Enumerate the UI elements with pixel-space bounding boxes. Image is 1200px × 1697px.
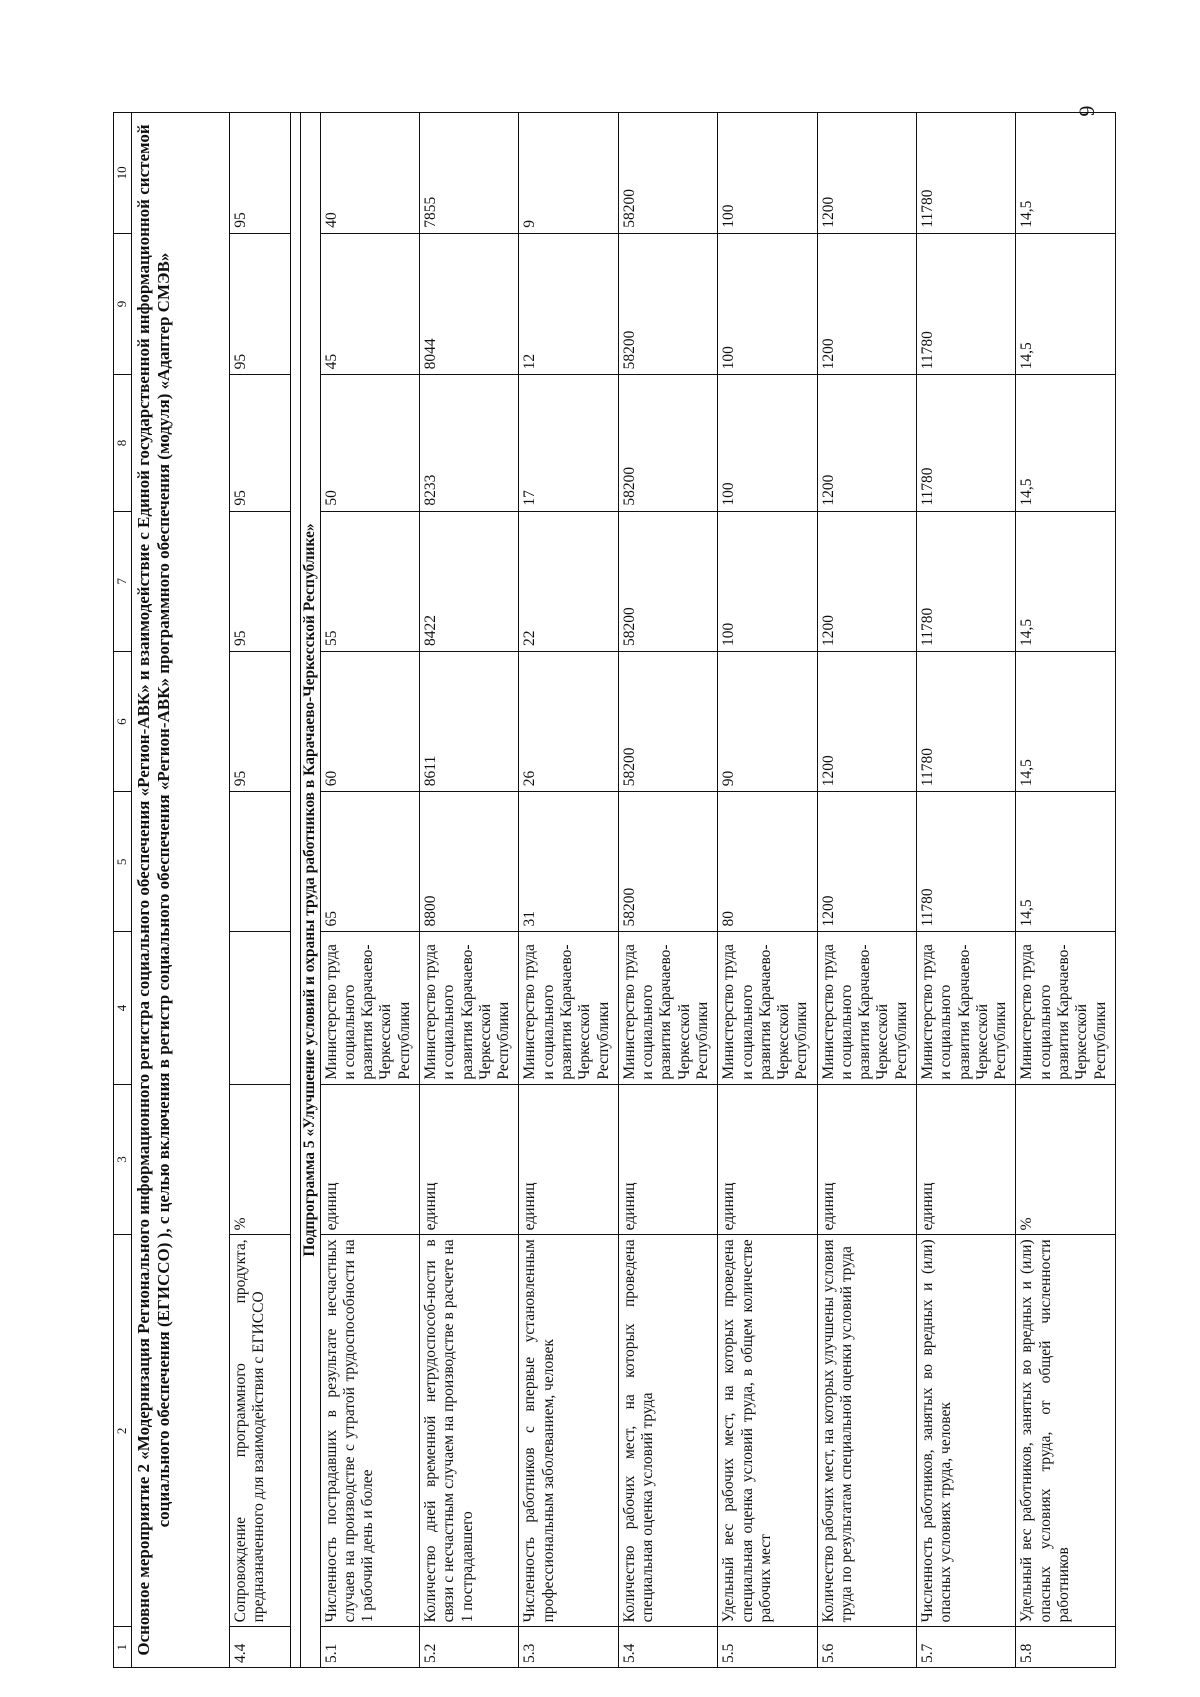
row-number: 5.8: [1016, 1627, 1116, 1668]
value-cell: 8044: [419, 233, 518, 375]
unit-cell: %: [1016, 1084, 1116, 1235]
value-cell: 14,5: [1016, 375, 1116, 511]
value-cell: 80: [718, 792, 817, 932]
value-cell: 7855: [419, 113, 518, 234]
subprogram-title: Подпрограмма 5 «Улучшение условий и охраны труда работников в Карачаево-Черкесской Республике»: [300, 113, 320, 1668]
value-cell: 9: [519, 113, 618, 234]
responsible-cell: Министерство труда и социального развития Карачаево-Черкесской Республики: [618, 932, 717, 1084]
table-row: [229, 113, 291, 1668]
column-number: 9: [114, 233, 132, 375]
table-row: [1016, 113, 1116, 1668]
value-cell: 100: [718, 113, 817, 234]
value-cell: 8800: [419, 792, 518, 932]
row-number: 5.5: [718, 1627, 817, 1668]
column-number: 5: [114, 792, 132, 932]
unit-cell: единиц: [419, 1084, 518, 1235]
indicator-description: Количество дней временной нетрудоспособ-ности в связи с несчастным случаем на производстве в расчете на 1 пострадавшего: [419, 1235, 518, 1627]
table-row: [519, 113, 618, 1668]
indicator-description: Численность работников с впервые установленным профессиональным заболеванием, человек: [519, 1235, 618, 1627]
row-number: 5.6: [817, 1627, 916, 1668]
table-row: [917, 113, 1016, 1668]
row-number: 4.4: [229, 1627, 291, 1668]
value-cell: 14,5: [1016, 651, 1116, 791]
column-number: 7: [114, 511, 132, 651]
value-cell: 45: [320, 233, 419, 375]
column-number: 2: [114, 1235, 132, 1627]
value-cell: 65: [320, 792, 419, 932]
value-cell: 95: [229, 233, 291, 375]
value-cell: 8233: [419, 375, 518, 511]
value-cell: 95: [229, 651, 291, 791]
row-number: 5.1: [320, 1627, 419, 1668]
value-cell: 31: [519, 792, 618, 932]
indicator-description: Количество рабочих мест, на которых улучшены условия труда по результатам специальной оценки условий труда: [817, 1235, 916, 1627]
row-number: 5.3: [519, 1627, 618, 1668]
value-cell: 58200: [618, 375, 717, 511]
value-cell: 50: [320, 375, 419, 511]
column-number: 10: [114, 113, 132, 234]
table-row: [618, 113, 717, 1668]
indicator-description: Удельный вес рабочих мест, на которых проведена специальная оценка условий труда, в общем количестве рабочих мест: [718, 1235, 817, 1627]
value-cell: 14,5: [1016, 511, 1116, 651]
value-cell: 11780: [917, 792, 1016, 932]
value-cell: 1200: [817, 511, 916, 651]
indicators-table: [113, 112, 1116, 1668]
indicator-description: Удельный вес работников, занятых во вредных и (или) опасных условиях труда, от общей численности работников: [1016, 1235, 1116, 1627]
value-cell: 12: [519, 233, 618, 375]
column-number: 4: [114, 932, 132, 1084]
value-cell: 8422: [419, 511, 518, 651]
table-row: [718, 113, 817, 1668]
indicator-description: Количество рабочих мест, на которых проведена специальная оценка условий труда: [618, 1235, 717, 1627]
indicator-description: Численность пострадавших в результате несчастных случаев на производстве с утратой трудоспособности на 1 рабочий день и более: [320, 1235, 419, 1627]
table-row: [817, 113, 916, 1668]
value-cell: 58200: [618, 792, 717, 932]
row-number: 5.7: [917, 1627, 1016, 1668]
value-cell: 58200: [618, 233, 717, 375]
indicator-description: Численность работников, занятых во вредных и (или) опасных условиях труда, человек: [917, 1235, 1016, 1627]
unit-cell: единиц: [519, 1084, 618, 1235]
responsible-cell: Министерство труда и социального развития Карачаево-Черкесской Республики: [718, 932, 817, 1084]
activity-title: Основное мероприятие 2 «Модернизация Регионального информационного регистра социального обеспечения «Регион-АВК» и взаимодействие с Единой государственной информационной системой социального обеспечения (ЕГИССО) ), с целью включения в регистр социального обеспечения «Регион-АВК» программного обеспечения (модуля) «Адаптер СМЭВ»: [131, 113, 229, 1668]
value-cell: 11780: [917, 113, 1016, 234]
value-cell: 58200: [618, 113, 717, 234]
responsible-cell: Министерство труда и социального развития Карачаево-Черкесской Республики: [320, 932, 419, 1084]
indicator-description: Сопровождение программного продукта, предназначенного для взаимодействия с ЕГИССО: [229, 1235, 291, 1627]
value-cell: [229, 792, 291, 932]
subprogram-row: [300, 113, 320, 1668]
responsible-cell: [229, 932, 291, 1084]
value-cell: 14,5: [1016, 792, 1116, 932]
responsible-cell: Министерство труда и социального развития Карачаево-Черкесской Республики: [1016, 932, 1116, 1084]
value-cell: 8611: [419, 651, 518, 791]
column-number: 1: [114, 1627, 132, 1668]
value-cell: 26: [519, 651, 618, 791]
table-row: [419, 113, 518, 1668]
value-cell: 58200: [618, 511, 717, 651]
responsible-cell: Министерство труда и социального развития Карачаево-Черкесской Республики: [519, 932, 618, 1084]
value-cell: 1200: [817, 792, 916, 932]
column-number: 8: [114, 375, 132, 511]
unit-cell: единиц: [320, 1084, 419, 1235]
value-cell: 11780: [917, 375, 1016, 511]
spacer-row: [291, 113, 300, 1668]
value-cell: 14,5: [1016, 113, 1116, 234]
value-cell: 58200: [618, 651, 717, 791]
unit-cell: единиц: [718, 1084, 817, 1235]
value-cell: 60: [320, 651, 419, 791]
value-cell: 95: [229, 113, 291, 234]
value-cell: 95: [229, 375, 291, 511]
value-cell: 40: [320, 113, 419, 234]
row-number: 5.4: [618, 1627, 717, 1668]
row-number: 5.2: [419, 1627, 518, 1668]
value-cell: 22: [519, 511, 618, 651]
value-cell: 55: [320, 511, 419, 651]
value-cell: 95: [229, 511, 291, 651]
value-cell: 100: [718, 511, 817, 651]
value-cell: 90: [718, 651, 817, 791]
unit-cell: %: [229, 1084, 291, 1235]
value-cell: 1200: [817, 651, 916, 791]
table-body: [114, 113, 1116, 1668]
unit-cell: единиц: [917, 1084, 1016, 1235]
value-cell: 1200: [817, 375, 916, 511]
column-numbers-row: [114, 113, 132, 1668]
responsible-cell: Министерство труда и социального развития Карачаево-Черкесской Республики: [817, 932, 916, 1084]
page-number: 6: [1074, 105, 1100, 117]
value-cell: 1200: [817, 113, 916, 234]
value-cell: 1200: [817, 233, 916, 375]
value-cell: 100: [718, 375, 817, 511]
value-cell: 17: [519, 375, 618, 511]
responsible-cell: Министерство труда и социального развития Карачаево-Черкесской Республики: [419, 932, 518, 1084]
table-row: [320, 113, 419, 1668]
unit-cell: единиц: [618, 1084, 717, 1235]
rotated-table-container: [113, 112, 1116, 1668]
column-number: 3: [114, 1084, 132, 1235]
responsible-cell: Министерство труда и социального развития Карачаево-Черкесской Республики: [917, 932, 1016, 1084]
column-number: 6: [114, 651, 132, 791]
activity-title-row: [131, 113, 229, 1668]
value-cell: 100: [718, 233, 817, 375]
value-cell: 11780: [917, 651, 1016, 791]
value-cell: 11780: [917, 511, 1016, 651]
value-cell: 14,5: [1016, 233, 1116, 375]
unit-cell: единиц: [817, 1084, 916, 1235]
value-cell: 11780: [917, 233, 1016, 375]
